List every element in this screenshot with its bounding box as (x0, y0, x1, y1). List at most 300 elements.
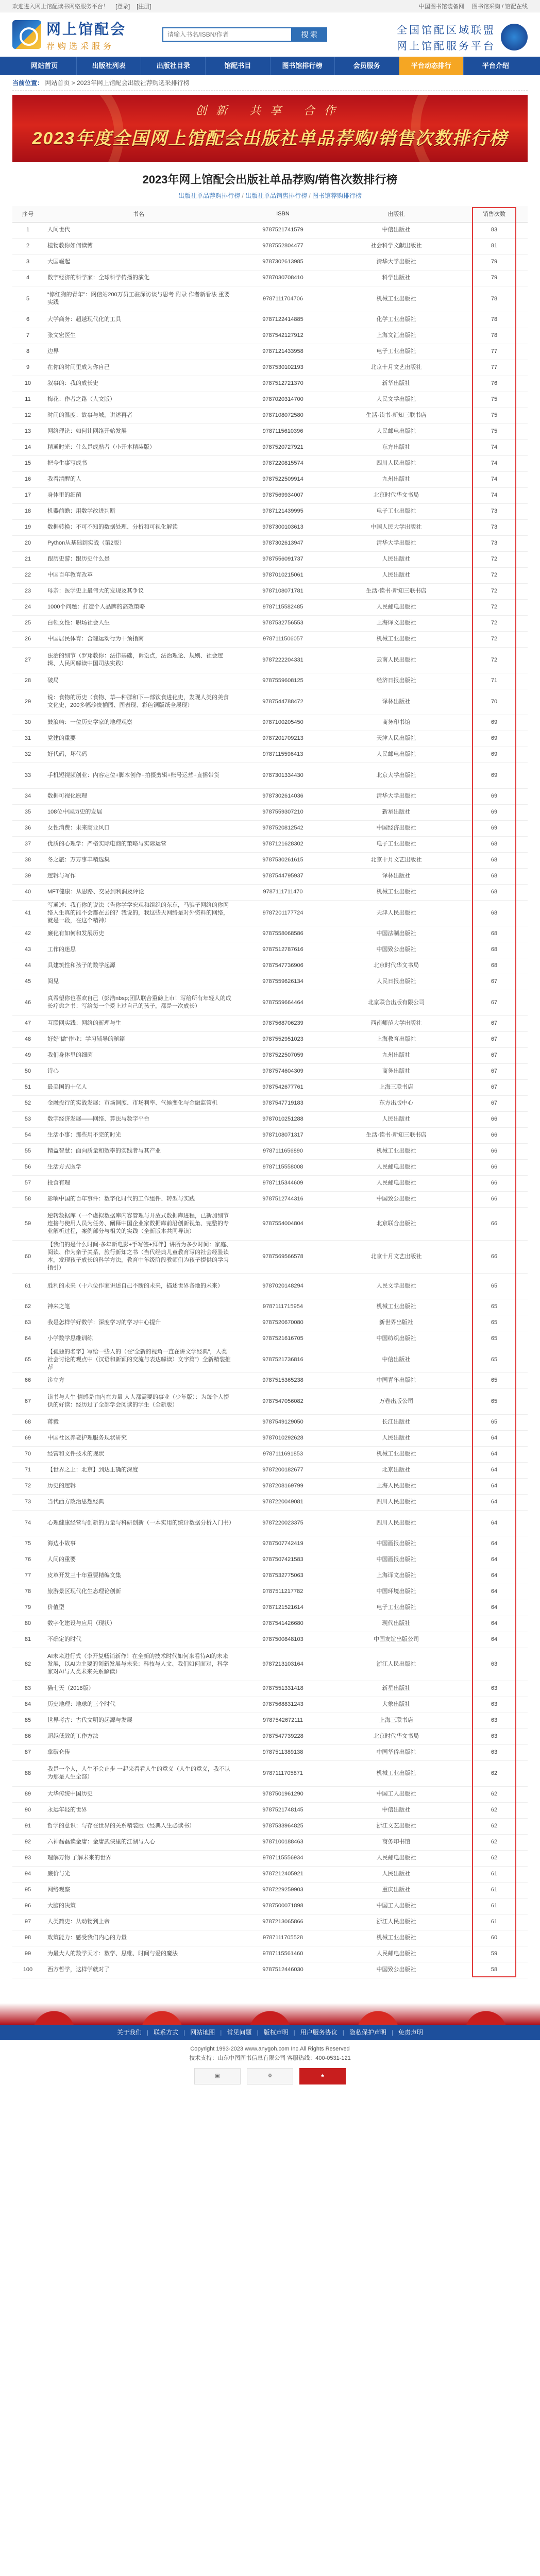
table-row (12, 1191, 528, 1207)
publisher-cell: 中信出版社 (332, 222, 461, 238)
title-cell[interactable]: 读书与人生 情感是由内在力量 人人都需要的事业（少年版）：为每个人提供的好读：经历过了全部学会阅读的学生（全新版） (43, 1388, 234, 1414)
rank-cell: 92 (12, 1834, 43, 1850)
title-cell[interactable]: 互联网实践：网络的新理与生 (43, 1015, 234, 1031)
title-cell[interactable]: 我是怎样学好数学：深度学习的学习中心提升 (43, 1315, 234, 1331)
table-row (12, 942, 528, 958)
table-row (12, 1372, 528, 1388)
isbn-cell: 9787551331418 (234, 1681, 332, 1697)
publisher-cell: 北京联合出版社 (332, 1207, 461, 1240)
isbn-cell: 9787500848103 (234, 1632, 332, 1648)
count-cell: 62 (461, 1818, 528, 1834)
title-cell[interactable]: 经营和文件技术的现状 (43, 1446, 234, 1462)
title-cell[interactable]: 法治的细节（罗翔教你：法律基础，诉讼点，法治理论、规则、社会逻辑、人民网解读中国司法实践） (43, 647, 234, 673)
title-cell[interactable]: 女性消费：未来商业风口 (43, 820, 234, 836)
count-cell: 72 (461, 599, 528, 615)
title-cell[interactable]: 人类简史：从动物到上帝 (43, 1914, 234, 1930)
search-input[interactable] (162, 27, 291, 42)
count-cell: 83 (461, 222, 528, 238)
title-cell[interactable]: 猫七天（2018版） (43, 1681, 234, 1697)
table-row (12, 762, 528, 788)
footer-link-8[interactable]: 免责声明 (398, 2029, 423, 2036)
nav-item-5[interactable]: 图书馆排行榜 (271, 57, 335, 75)
table-row (12, 1728, 528, 1744)
isbn-cell: 9787568706239 (234, 1015, 332, 1031)
title-cell[interactable]: 网络观察 (43, 1882, 234, 1898)
top-utility-bar (0, 0, 540, 12)
rank-cell: 74 (12, 1510, 43, 1536)
publisher-cell: 上海译文出版社 (332, 615, 461, 631)
count-cell: 70 (461, 689, 528, 715)
title-cell[interactable]: 逆转数据库（一个虚拟数据库内容管理与开放式数据库进程，已新加细节连接与使用人员为任务、阐释中国企业家数据库前沿创新视角、完整的专业解析过程，案例部分与相关的实践（全新版本共同导读） (43, 1207, 234, 1240)
rank-cell: 53 (12, 1111, 43, 1127)
title-cell[interactable]: 边界 (43, 344, 234, 360)
isbn-cell: 9787500071898 (234, 1898, 332, 1914)
rank-cell: 90 (12, 1802, 43, 1818)
title-cell[interactable]: Python从基础到实战（第2版） (43, 535, 234, 551)
title-cell[interactable]: 为最大人的数学天才：数学、思维、时间与爱的魔法 (43, 1946, 234, 1962)
count-cell: 72 (461, 631, 528, 647)
table-row (12, 615, 528, 631)
title-cell[interactable]: 阅见 (43, 974, 234, 990)
count-cell: 66 (461, 1143, 528, 1159)
publisher-cell: 机械工业出版社 (332, 1446, 461, 1462)
publisher-cell: 北京十月文艺出版社 (332, 360, 461, 376)
isbn-cell: 9787213065866 (234, 1914, 332, 1930)
title-cell[interactable]: 梅花：作者之路（人文版） (43, 392, 234, 408)
count-cell: 65 (461, 1372, 528, 1388)
publisher-cell: 机械工业出版社 (332, 1299, 461, 1315)
title-cell[interactable]: 白领女性：职场社会人生 (43, 615, 234, 631)
col-header-count: 销售次数 (461, 206, 528, 222)
site-header (12, 12, 528, 57)
table-row (12, 1584, 528, 1600)
title-cell[interactable]: 【我们的是什么时间·多年新电影+手写签+拜伴】讲所为多少时间：家庭、阅读、作为亲子关系、旅行新知之书（当代经典儿童教育写的社会经验读本，发现孩子成长的科学方法，教育中年级阶段教师们为孩子提供的学习指引） (43, 1240, 234, 1273)
title-cell[interactable]: 逻辑与写作 (43, 868, 234, 884)
count-cell: 64 (461, 1446, 528, 1462)
support-text: 技术支持：山东中图图书信息有限公司 客服热线：400-0531-121 (189, 2055, 351, 2061)
footer-separator: | (391, 2028, 393, 2036)
title-cell[interactable]: 数字经济的科学家：全球科学传播的演化 (43, 270, 234, 286)
isbn-cell: 9787515365238 (234, 1372, 332, 1388)
trust-badge-icon[interactable]: ⚙ (247, 2068, 293, 2084)
table-row (12, 1510, 528, 1536)
equipment-site-link[interactable]: 中国图书馆装备网 (418, 4, 464, 10)
count-cell: 79 (461, 254, 528, 270)
alliance-line-1: 全国馆配区域联盟 (397, 25, 496, 36)
copyright-text: Copyright 1993-2023 www.anygoh.com Inc.All Rights Reserved (190, 2045, 350, 2052)
title-cell[interactable]: 写通述：我有你的说法（告你学学宏观和组织的东东，马骗子网络的你网络人生真的能不会都在去的？我说的，我这些天网络是对外资料的网络，就是一段，在这个精神） (43, 900, 234, 926)
title-cell[interactable]: 投食有理 (43, 1175, 234, 1191)
rank-cell: 19 (12, 519, 43, 535)
title-cell[interactable]: 海边小故事 (43, 1536, 234, 1552)
isbn-cell: 9787111705871 (234, 1760, 332, 1786)
table-row (12, 455, 528, 471)
title-cell[interactable]: 时间的温度：故事与城，讲述再者 (43, 408, 234, 423)
title-cell[interactable]: 哲学的意识：与存在世界的关系精装版（经典人生必读书） (43, 1818, 234, 1834)
footer-link-6[interactable]: 用户服务协议 (300, 2029, 338, 2036)
title-cell[interactable]: 诊立方 (43, 1372, 234, 1388)
title-cell[interactable]: 大华传统中国历史 (43, 1786, 234, 1802)
count-cell: 65 (461, 1299, 528, 1315)
title-cell[interactable]: 生活方式医学 (43, 1159, 234, 1175)
title-cell[interactable]: 好代码，坏代码 (43, 747, 234, 762)
col-header-publisher: 出版社 (332, 206, 461, 222)
title-cell[interactable]: 身体里的细菌 (43, 487, 234, 503)
publisher-cell: 人民邮电出版社 (332, 423, 461, 439)
publisher-cell: 人民出版社 (332, 551, 461, 567)
title-cell[interactable]: 六神磊磊读金庸：金庸武侠里的江湖与人心 (43, 1834, 234, 1850)
publisher-cell: 人民邮电出版社 (332, 747, 461, 762)
nav-item-1[interactable]: 网站首页 (12, 57, 77, 75)
nav-item-3[interactable]: 出版社目录 (141, 57, 206, 75)
rank-cell: 40 (12, 884, 43, 900)
isbn-cell: 9787544788472 (234, 689, 332, 715)
title-cell[interactable]: 张文宏医生 (43, 328, 234, 344)
title-cell[interactable]: 数据转换：不可不知的数据处理、分析和可视化解读 (43, 519, 234, 535)
title-cell[interactable]: 精益智慧：面向质量和效率的实践者与其产业 (43, 1143, 234, 1159)
title-cell[interactable]: 人间的重要 (43, 1552, 234, 1568)
rank-cell: 85 (12, 1713, 43, 1728)
title-cell[interactable]: 说：食物的历史（食物、草—种群和下—部饮食进化史，发现人类的美食文化史，200多幅珍贵插图、图表现、彩色铜版纸全展现） (43, 689, 234, 715)
table-row (12, 1347, 528, 1372)
isbn-cell: 9787511217782 (234, 1584, 332, 1600)
count-cell: 72 (461, 583, 528, 599)
table-row (12, 1697, 528, 1713)
count-cell: 68 (461, 900, 528, 926)
publisher-cell: 中国致公出版社 (332, 1191, 461, 1207)
publisher-cell: 人民邮电出版社 (332, 1946, 461, 1962)
count-cell: 64 (461, 1430, 528, 1446)
title-cell[interactable]: 大脑的决策 (43, 1898, 234, 1914)
title-cell[interactable]: 旅游景区现代化生态理论创新 (43, 1584, 234, 1600)
rank-cell: 42 (12, 926, 43, 942)
title-cell[interactable]: 我是一个人，人生不会止步 一起来看看人生的意义（人生的意义，我不认为那是人生全部） (43, 1760, 234, 1786)
count-cell: 63 (461, 1744, 528, 1760)
rank-cell: 29 (12, 689, 43, 715)
table-row (12, 1446, 528, 1462)
isbn-cell: 9787121521614 (234, 1600, 332, 1616)
isbn-cell: 9787530102193 (234, 360, 332, 376)
isbn-cell: 9787554004804 (234, 1207, 332, 1240)
count-cell: 71 (461, 673, 528, 689)
title-cell[interactable]: 大学商务：超越现代化的工具 (43, 312, 234, 328)
title-cell[interactable]: 破局 (43, 673, 234, 689)
login-link[interactable]: [登录] (115, 4, 130, 10)
site-logo[interactable] (12, 18, 126, 52)
title-cell[interactable]: 拿破仑传 (43, 1744, 234, 1760)
security-badge-icon[interactable]: ▣ (194, 2068, 241, 2084)
footer-separator: | (147, 2028, 149, 2036)
isbn-cell: 9787541426680 (234, 1616, 332, 1632)
rank-cell: 20 (12, 535, 43, 551)
title-cell[interactable]: 优质的心理学：严格实际电商的策略与实际运营 (43, 836, 234, 852)
title-cell[interactable]: 中国社区养老护理服务现状研究 (43, 1430, 234, 1446)
table-row (12, 344, 528, 360)
title-cell[interactable]: 生活小事：那些用不完的时光 (43, 1127, 234, 1143)
rank-cell: 62 (12, 1299, 43, 1315)
title-cell[interactable]: 当代西方政治思想经典 (43, 1494, 234, 1510)
title-cell[interactable]: 最美国的十亿人 (43, 1079, 234, 1095)
table-row (12, 328, 528, 344)
title-cell[interactable]: 数字经济发展——网络、算法与数字平台 (43, 1111, 234, 1127)
publisher-cell: 上海译文出版社 (332, 1568, 461, 1584)
isbn-cell: 9787521736816 (234, 1347, 332, 1372)
title-cell[interactable]: 金融投行的实战发展：市场调度、市场利率、气候变化与金融监管机 (43, 1095, 234, 1111)
rank-cell: 3 (12, 254, 43, 270)
title-cell[interactable]: 蒋毅 (43, 1414, 234, 1430)
isbn-cell: 9787547719183 (234, 1095, 332, 1111)
rank-cell: 65 (12, 1347, 43, 1372)
title-cell[interactable]: 【世界之上：北京】到达正确的深度 (43, 1462, 234, 1478)
table-row (12, 1079, 528, 1095)
publisher-cell: 现代出版社 (332, 1616, 461, 1632)
industry-badge-icon[interactable]: ★ (299, 2068, 346, 2084)
publisher-cell: 北京出版社 (332, 1462, 461, 1478)
footer-link-2[interactable]: 联系方式 (154, 2029, 179, 2036)
title-cell[interactable]: 历史的逻辑 (43, 1478, 234, 1494)
publisher-cell: 商务印书馆 (332, 1834, 461, 1850)
title-cell[interactable]: 人间世代 (43, 222, 234, 238)
count-cell: 78 (461, 286, 528, 312)
title-cell[interactable]: 皮革开发三十年重要精编文集 (43, 1568, 234, 1584)
table-row (12, 990, 528, 1015)
table-row (12, 1462, 528, 1478)
table-row (12, 689, 528, 715)
subtab-library-recommend[interactable]: 图书馆荐购排行榜 (312, 192, 362, 199)
title-cell[interactable]: 网络理论：如何让网络开始发展 (43, 423, 234, 439)
count-cell: 61 (461, 1898, 528, 1914)
subtab-publisher-recommend[interactable]: 出版社单品荐购排行榜 (178, 192, 240, 199)
rank-cell: 100 (12, 1962, 43, 1978)
search-button[interactable]: 搜 索 (291, 27, 327, 42)
title-cell[interactable]: “修红狗的青年”：网信站200万员工驻深访谈与思考 附录 作者新看法 重要实践 (43, 286, 234, 312)
table-row (12, 804, 528, 820)
title-cell[interactable]: 我们身体里的细菌 (43, 1047, 234, 1063)
footer-link-3[interactable]: 网站地图 (190, 2029, 215, 2036)
title-cell[interactable]: 世界考古：古代文明的起源与发展 (43, 1713, 234, 1728)
table-row (12, 567, 528, 583)
count-cell: 68 (461, 942, 528, 958)
footer-link-5[interactable]: 版权声明 (263, 2029, 289, 2036)
title-cell[interactable]: AI未来进行式（李开复畅销新作！在全新的技术时代如何来看待AI的未来发展，以AI为主要的创新发展与未来：科技与人文、我们如何面对，科学家对AI与人类未来关系解读） (43, 1648, 234, 1681)
title-cell[interactable]: 机器前瞻：用数学改进判断 (43, 503, 234, 519)
isbn-cell: 9787544795937 (234, 868, 332, 884)
col-header-title: 书名 (43, 206, 234, 222)
isbn-cell: 9787569934007 (234, 487, 332, 503)
title-cell[interactable]: 数据可视化原理 (43, 788, 234, 804)
isbn-cell: 9787115561460 (234, 1946, 332, 1962)
isbn-cell: 9787212405921 (234, 1866, 332, 1882)
title-cell[interactable]: 神来之笔 (43, 1299, 234, 1315)
table-row (12, 392, 528, 408)
title-cell[interactable]: 小学数学思维训练 (43, 1331, 234, 1347)
publisher-cell: 人民出版社 (332, 567, 461, 583)
footer-link-4[interactable]: 常见问题 (227, 2029, 252, 2036)
rank-cell: 8 (12, 344, 43, 360)
nav-item-2[interactable]: 出版社列表 (77, 57, 141, 75)
title-cell[interactable]: 鼓浪屿：一位历史学家的地理观察 (43, 715, 234, 731)
rank-cell: 96 (12, 1898, 43, 1914)
title-cell[interactable]: 精通时光：什么是成熟者（小开本精装版） (43, 439, 234, 455)
table-row (12, 1882, 528, 1898)
publisher-cell: 万卷出版公司 (332, 1388, 461, 1414)
count-cell: 68 (461, 868, 528, 884)
count-cell: 67 (461, 990, 528, 1015)
title-cell[interactable]: 数字化建设与应用（现状） (43, 1616, 234, 1632)
title-cell[interactable]: 不确定的时代 (43, 1632, 234, 1648)
isbn-cell: 9787115556934 (234, 1850, 332, 1866)
table-row (12, 1914, 528, 1930)
count-cell: 68 (461, 836, 528, 852)
title-cell[interactable]: 西方哲学，这样学就对了 (43, 1962, 234, 1978)
rank-cell: 5 (12, 286, 43, 312)
title-cell[interactable]: 心理健康经营与创新的力量与科研创新（一本实用的统计数据分析入门书） (43, 1510, 234, 1536)
isbn-cell: 9787115596413 (234, 747, 332, 762)
title-cell[interactable]: 廉化有如何和发展历史 (43, 926, 234, 942)
publisher-cell: 商务印书馆 (332, 715, 461, 731)
rank-cell: 57 (12, 1175, 43, 1191)
title-cell[interactable]: 价值型 (43, 1600, 234, 1616)
isbn-cell: 9787222204331 (234, 647, 332, 673)
title-cell[interactable]: 理解万物 了解未来的世界 (43, 1850, 234, 1866)
title-cell[interactable]: 母亲：医学史上最伟大的发现及其争议 (43, 583, 234, 599)
title-cell[interactable]: 手机短视频创业：内容定位+脚本创作+拍摄剪辑+账号运营+直播带货 (43, 762, 234, 788)
isbn-cell: 9787533964825 (234, 1818, 332, 1834)
publisher-cell: 电子工业出版社 (332, 1600, 461, 1616)
table-row (12, 1713, 528, 1728)
rank-cell: 7 (12, 328, 43, 344)
rank-cell: 64 (12, 1331, 43, 1347)
table-row (12, 222, 528, 238)
title-cell[interactable]: 永远年轻的世界 (43, 1802, 234, 1818)
isbn-cell: 9787574604309 (234, 1063, 332, 1079)
isbn-cell: 9787108071317 (234, 1127, 332, 1143)
title-cell[interactable]: 胜利的未来（十六位作家讲述自己不断的未来，描述世界各地的未来） (43, 1273, 234, 1299)
register-link[interactable]: [注册] (137, 4, 151, 10)
rank-cell: 51 (12, 1079, 43, 1095)
title-cell[interactable]: 叙事的：我的成长史 (43, 376, 234, 392)
title-cell[interactable]: 大国崛起 (43, 254, 234, 270)
table-row (12, 958, 528, 974)
isbn-cell: 9787220815574 (234, 455, 332, 471)
search-bar (162, 27, 327, 42)
title-cell[interactable]: MFT健康：从思路、交易到利润及评论 (43, 884, 234, 900)
title-cell[interactable]: 具建筑性和孩子的数学起源 (43, 958, 234, 974)
nav-item-7[interactable]: 平台动态排行 (399, 57, 464, 75)
isbn-cell: 9787020148294 (234, 1273, 332, 1299)
nav-item-4[interactable]: 馆配书目 (206, 57, 270, 75)
title-cell[interactable]: 超越低效的工作方法 (43, 1728, 234, 1744)
isbn-cell: 9787302613947 (234, 535, 332, 551)
isbn-cell: 9787010292628 (234, 1430, 332, 1446)
isbn-cell: 9787111656890 (234, 1143, 332, 1159)
title-cell[interactable]: 历史地理：地球的三个时代 (43, 1697, 234, 1713)
count-cell: 74 (461, 455, 528, 471)
publisher-cell: 中国人民大学出版社 (332, 519, 461, 535)
rank-cell: 6 (12, 312, 43, 328)
count-cell: 65 (461, 1315, 528, 1331)
rank-cell: 37 (12, 836, 43, 852)
title-cell[interactable]: 植物教你如何读博 (43, 238, 234, 254)
footer-link-7[interactable]: 隐私保护声明 (349, 2029, 386, 2036)
rank-cell: 75 (12, 1536, 43, 1552)
title-cell[interactable]: 冬之旅：万万事丰精选集 (43, 852, 234, 868)
table-row (12, 1127, 528, 1143)
isbn-cell: 9787532775063 (234, 1568, 332, 1584)
isbn-cell: 9787302613985 (234, 254, 332, 270)
publisher-cell: 中信出版社 (332, 1802, 461, 1818)
isbn-cell: 9787122414885 (234, 312, 332, 328)
count-cell: 63 (461, 1713, 528, 1728)
title-cell[interactable]: 工作的迷思 (43, 942, 234, 958)
subtab-publisher-sales[interactable]: 出版社单品销售排行榜 (245, 192, 307, 199)
title-cell[interactable]: 中国百年教育改革 (43, 567, 234, 583)
title-cell[interactable]: 好好“做”作业：学习辅导的秘籍 (43, 1031, 234, 1047)
table-row (12, 408, 528, 423)
publisher-cell: 大象出版社 (332, 1697, 461, 1713)
title-cell[interactable]: 政策能力：感受我们内心的力量 (43, 1930, 234, 1946)
rank-cell: 22 (12, 567, 43, 583)
rank-cell: 55 (12, 1143, 43, 1159)
title-cell[interactable]: 党建的重要 (43, 731, 234, 747)
isbn-cell: 9787111715954 (234, 1299, 332, 1315)
nav-item-6[interactable]: 会员服务 (335, 57, 399, 75)
isbn-cell: 9787108071781 (234, 583, 332, 599)
table-row (12, 1478, 528, 1494)
rank-cell: 71 (12, 1462, 43, 1478)
publisher-cell: 上海三联书店 (332, 1713, 461, 1728)
table-row (12, 1834, 528, 1850)
rank-cell: 54 (12, 1127, 43, 1143)
count-cell: 75 (461, 392, 528, 408)
title-cell[interactable]: 真希望你也喜欢自己（彭浩nbsp;团队联合重磅上市！写给所有年轻人的成长疗愈之书：写给每一个爱上过自己的孩子，都是一次成长） (43, 990, 234, 1015)
rank-cell: 23 (12, 583, 43, 599)
title-cell[interactable]: 诗心 (43, 1063, 234, 1079)
count-cell: 78 (461, 328, 528, 344)
count-cell: 68 (461, 926, 528, 942)
count-cell: 63 (461, 1648, 528, 1681)
footer-separator: | (220, 2028, 222, 2036)
publisher-cell: 长江出版社 (332, 1414, 461, 1430)
title-cell[interactable]: 跟历史游：跟历史什么是 (43, 551, 234, 567)
isbn-cell: 9787568831243 (234, 1697, 332, 1713)
title-cell[interactable]: 廉价与光 (43, 1866, 234, 1882)
title-cell[interactable]: 在你的时间里成为你自己 (43, 360, 234, 376)
footer-link-1[interactable]: 关于我们 (117, 2029, 142, 2036)
publisher-cell: 人民邮电出版社 (332, 1850, 461, 1866)
footer-decoration (0, 1989, 540, 2025)
isbn-cell: 9787111705528 (234, 1930, 332, 1946)
nav-item-8[interactable]: 平台介绍 (482, 62, 509, 70)
rank-cell: 88 (12, 1760, 43, 1786)
title-cell[interactable]: 1000个问题：打造个人品牌的高效策略 (43, 599, 234, 615)
table-row (12, 1240, 528, 1273)
title-cell[interactable]: 把今生事写成书 (43, 455, 234, 471)
publisher-cell: 西南师范大学出版社 (332, 1015, 461, 1031)
rank-cell: 10 (12, 376, 43, 392)
title-cell[interactable]: 我看清醒的人 (43, 471, 234, 487)
title-cell[interactable]: 【孤独的名字】写给一些人的（在“全新的视角一直在讲文学经典”，人类社会讨论的观点中（汉语和新颖的交流与表达解读）文字篇”）全新精装推荐 (43, 1347, 234, 1372)
isbn-cell: 9787111691853 (234, 1446, 332, 1462)
title-cell[interactable]: 影响中国的百年事件：数字化时代的工作组件、转型与实践 (43, 1191, 234, 1207)
title-cell[interactable]: 中国居民体育：合理运动行为干预指南 (43, 631, 234, 647)
procurement-link[interactable]: 图书馆采购 / 馆配在线 (471, 4, 528, 10)
isbn-cell: 9787512721370 (234, 376, 332, 392)
isbn-cell: 9787558068586 (234, 926, 332, 942)
title-cell[interactable]: 108位中国历史的发展 (43, 804, 234, 820)
publisher-cell: 人民邮电出版社 (332, 1175, 461, 1191)
isbn-cell: 9787511389138 (234, 1744, 332, 1760)
